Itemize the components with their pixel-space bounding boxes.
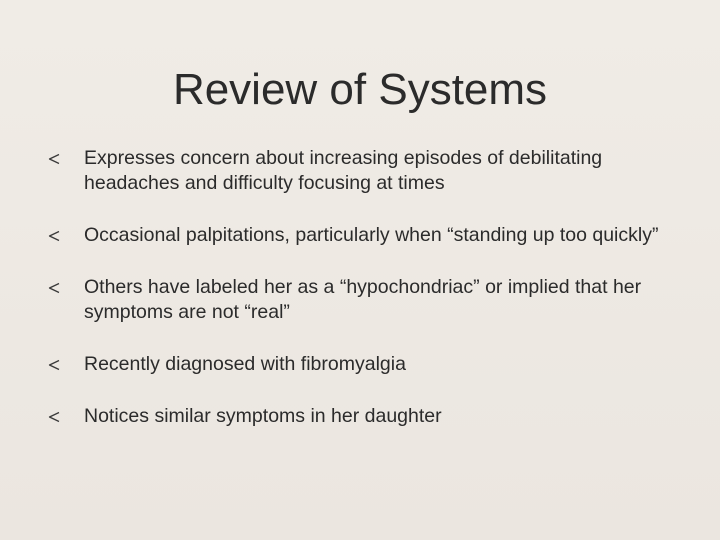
arrow-left-icon [48, 146, 84, 171]
list-item [48, 275, 688, 325]
bullet-text: Occasional palpitations, particularly when “standing up too quickly” [84, 224, 659, 246]
bullet-text: Expresses concern about increasing episodes of debilitating headaches and difficulty focusing at times [84, 147, 603, 194]
arrow-left-icon [48, 352, 84, 377]
list-item [48, 223, 688, 248]
slide-title: Review of Systems [172, 65, 548, 114]
list-item [48, 352, 688, 377]
list-item [48, 404, 688, 429]
bullet-list [48, 146, 688, 456]
arrow-left-icon [48, 223, 84, 248]
bullet-text: Recently diagnosed with fibromyalgia [84, 353, 406, 375]
bullet-text: Notices similar symptoms in her daughter [84, 405, 442, 427]
list-item [48, 146, 688, 196]
arrow-left-icon [48, 275, 84, 300]
bullet-text: Others have labeled her as a “hypochondriac” or implied that her symptoms are not “real” [84, 276, 642, 323]
arrow-left-icon [48, 404, 84, 429]
